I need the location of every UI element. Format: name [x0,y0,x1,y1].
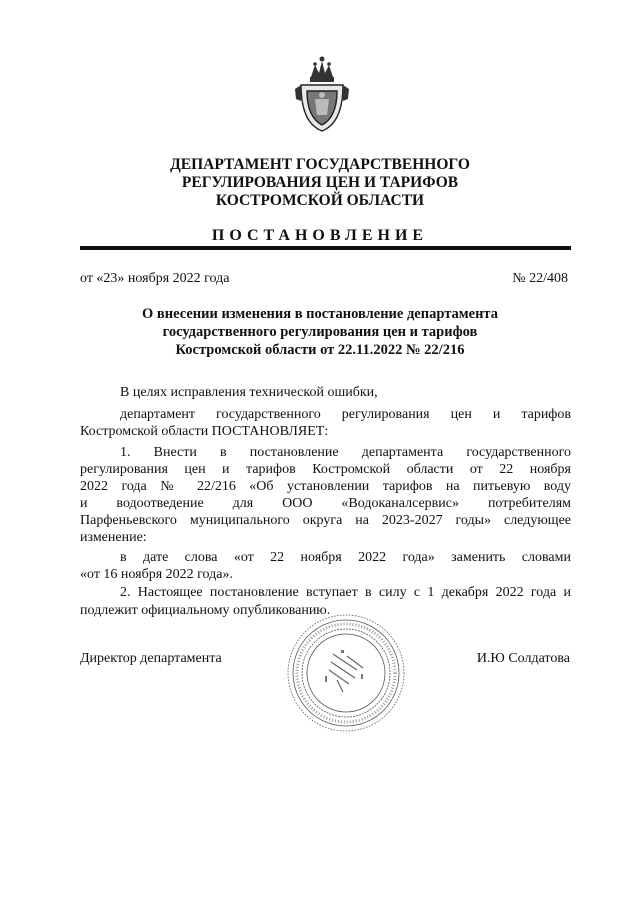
document-date: от «23» ноября 2022 года [80,271,230,286]
document-type-title: ПОСТАНОВЛЕНИЕ [211,227,429,244]
body-paragraph-line: регулирования цен и тарифов Костромской области от 22 ноября [80,462,571,477]
body-paragraph-line: и водоотведение для ООО «Водоканалсервис» потребителям [80,496,571,511]
body-paragraph-line: В целях исправления технической ошибки, [120,385,378,400]
subject-line-3: Костромской области от 22.11.2022 № 22/216 [175,342,465,358]
signatory-position: Директор департамента [80,651,222,666]
signatory-name: И.Ю Солдатова [476,651,570,666]
body-paragraph-line: 2022 года № 22/216 «Об установлении тарифов на питьевую воду [80,479,571,494]
department-name-line-2: РЕГУЛИРОВАНИЯ ЦЕН И ТАРИФОВ [181,174,459,191]
official-seal-stamp [285,612,407,734]
body-paragraph-line: 2. Настоящее постановление вступает в силу с 1 декабря 2022 года и [120,585,571,600]
department-name-line-3: КОСТРОМСКОЙ ОБЛАСТИ [215,192,425,209]
body-paragraph-line: Костромской области ПОСТАНОВЛЯЕТ: [80,424,329,439]
body-paragraph-line: подлежит официальному опубликованию. [80,603,331,618]
body-paragraph-line: 1. Внести в постановление департамента государственного [120,445,571,460]
body-paragraph-line: изменение: [80,530,147,545]
body-paragraph-line: «от 16 ноября 2022 года». [80,567,233,582]
body-paragraph-line: департамент государственного регулирования цен и тарифов [120,407,571,422]
coat-of-arms-icon [293,55,351,133]
body-paragraph-line: в дате слова «от 22 ноября 2022 года» заменить словами [120,550,571,565]
subject-line-2: государственного регулирования цен и тарифов [162,324,478,340]
department-name-line-1: ДЕПАРТАМЕНТ ГОСУДАРСТВЕННОГО [170,156,470,173]
header-divider [80,246,571,250]
subject-line-1: О внесении изменения в постановление департамента [142,306,498,322]
body-paragraph-line: Парфеньевского муниципального округа на 2023-2027 годы» следующее [80,513,571,528]
document-number: № 22/408 [512,271,568,286]
